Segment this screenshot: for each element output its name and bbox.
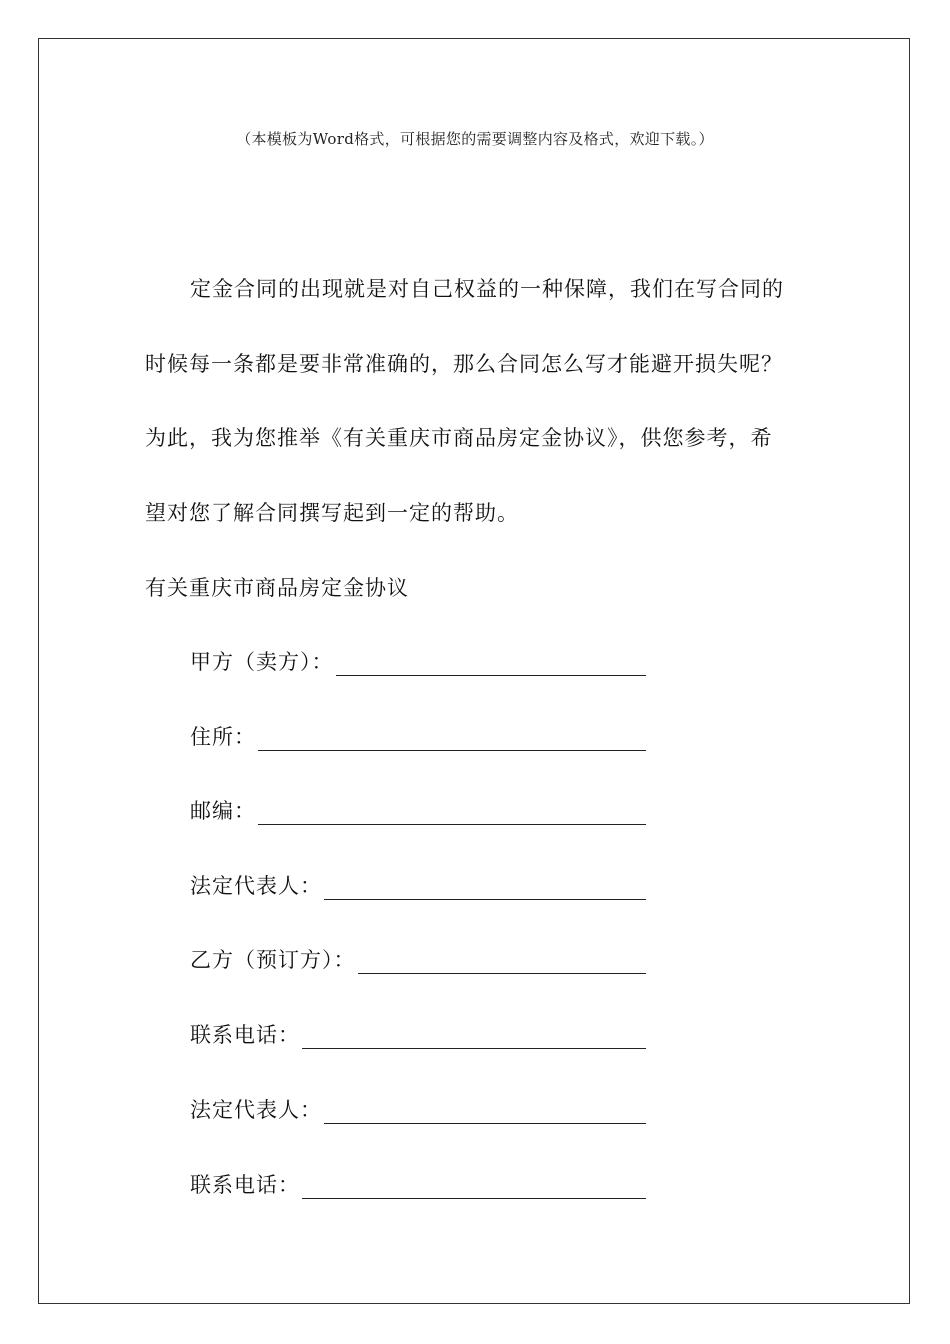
- intro-line-4: 望对您了解合同撰写起到一定的帮助。: [145, 501, 519, 525]
- fill-in-blank[interactable]: [258, 804, 646, 825]
- field-legal-rep-b[interactable]: [190, 1096, 646, 1124]
- field-postcode[interactable]: [190, 797, 646, 825]
- fill-in-blank[interactable]: [336, 655, 647, 676]
- field-party-a[interactable]: [190, 648, 646, 676]
- fill-in-blank[interactable]: [358, 953, 647, 974]
- field-phone-a[interactable]: [190, 1021, 646, 1049]
- field-address[interactable]: [190, 723, 646, 751]
- field-label: 法定代表人：: [190, 1098, 322, 1122]
- field-label: 甲方（卖方）：: [190, 650, 334, 674]
- intro-line-3: 为此，我为您推举《有关重庆市商品房定金协议》，供您参考，希: [145, 426, 773, 450]
- fill-in-blank[interactable]: [324, 1103, 646, 1124]
- field-label: 法定代表人：: [190, 874, 322, 898]
- fill-in-blank[interactable]: [324, 879, 646, 900]
- field-label: 乙方（预订方）：: [190, 948, 356, 972]
- field-label: 联系电话：: [190, 1023, 300, 1047]
- field-party-b[interactable]: [190, 946, 646, 974]
- fill-in-blank[interactable]: [258, 730, 646, 751]
- field-phone-b[interactable]: [190, 1171, 646, 1199]
- fill-in-blank[interactable]: [302, 1028, 646, 1049]
- intro-line-2: 时候每一条都是要非常准确的，那么合同怎么写才能避开损失呢？: [145, 352, 783, 376]
- field-label: 联系电话：: [190, 1173, 300, 1197]
- field-legal-rep-a[interactable]: [190, 872, 646, 900]
- field-label: 住所：: [190, 725, 256, 749]
- intro-line-1: 定金合同的出现就是对自己权益的一种保障，我们在写合同的: [190, 277, 784, 301]
- document-title: 有关重庆市商品房定金协议: [145, 576, 409, 600]
- field-label: 邮编：: [190, 799, 256, 823]
- template-notice: （本模板为Word格式，可根据您的需要调整内容及格式，欢迎下载。）: [236, 130, 714, 148]
- fill-in-blank[interactable]: [302, 1178, 646, 1199]
